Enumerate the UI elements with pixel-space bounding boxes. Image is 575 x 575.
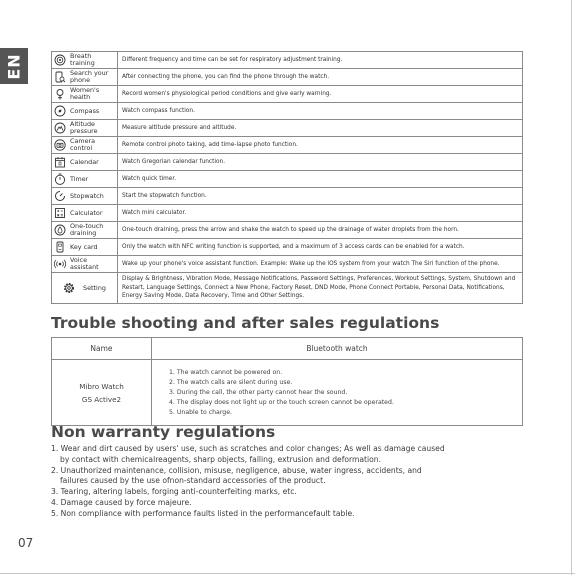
feature-row — [52, 205, 523, 222]
feature-cell — [52, 137, 118, 154]
product-name-line: Mibro Watch — [79, 381, 124, 391]
feature-description: One-touch draining, press the arrow and shake the watch to speed up the drainage of water droplets from the horn. — [118, 222, 523, 239]
issue-item: 1. The watch cannot be powered on. — [169, 368, 283, 376]
feature-name: Compass — [70, 106, 100, 115]
calendar-icon — [54, 156, 66, 168]
female-icon — [54, 88, 66, 100]
water-drain-icon — [54, 224, 66, 236]
non-warranty-item: 2. Unauthorized maintenance, collision, misuse, negligence, abuse, water ingress, accidents, and — [51, 465, 422, 475]
column-header-name: Name — [52, 338, 152, 360]
feature-name: Breath training — [70, 52, 95, 67]
feature-row — [52, 69, 523, 86]
non-warranty-item: 3. Tearing, altering labels, forging anti-counterfeiting marks, etc. — [51, 487, 297, 497]
feature-name: One-touch draining — [70, 222, 104, 237]
feature-row — [52, 256, 523, 273]
feature-description: Watch quick timer. — [118, 171, 523, 188]
feature-row — [52, 137, 523, 154]
trouble-body-row — [52, 360, 523, 426]
trouble-heading: Trouble shooting and after sales regulations — [51, 314, 440, 332]
feature-cell — [52, 103, 118, 120]
non-warranty-item-continuation: failures caused by the use ofnon-standard accessories of the product. — [60, 476, 326, 486]
issue-item: 3. During the call, the other party cannot hear the sound. — [169, 388, 348, 396]
feature-cell — [52, 222, 118, 239]
language-tab — [0, 48, 28, 84]
non-warranty-item: 4. Damage caused by force majeure. — [51, 497, 192, 507]
feature-row — [52, 103, 523, 120]
feature-cell — [52, 256, 118, 273]
voice-assistant-icon — [54, 258, 66, 270]
feature-row — [52, 239, 523, 256]
issue-list-cell — [152, 360, 523, 426]
non-warranty-item: 5. Non compliance with performance faults listed in the performancefault table. — [51, 508, 355, 518]
feature-row — [52, 188, 523, 205]
settings-icon — [63, 282, 75, 294]
feature-description: Remote control photo taking, add time-lapse photo function. — [118, 137, 523, 154]
feature-name: Camera control — [70, 137, 96, 152]
feature-table — [51, 51, 523, 304]
non-warranty-item-continuation: by contact with chemicalreagents, sharp objects, falling, extrusion and deformation. — [60, 454, 382, 464]
feature-description: Watch mini calculator. — [118, 205, 523, 222]
stopwatch-icon — [54, 190, 66, 202]
feature-cell — [52, 120, 118, 137]
non-warranty-item: 1. Wear and dirt caused by users' use, such as scratches and color changes; As well as damage caused — [51, 444, 445, 453]
feature-name: Setting — [83, 283, 106, 292]
breath-icon — [54, 54, 66, 66]
feature-description: After connecting the phone, you can find the phone through the watch. — [118, 69, 523, 86]
feature-cell — [52, 154, 118, 171]
feature-cell — [52, 171, 118, 188]
feature-description: Watch Gregorian calendar function. — [118, 154, 523, 171]
calculator-icon — [54, 207, 66, 219]
feature-cell — [52, 273, 118, 304]
compass-icon — [54, 105, 66, 117]
feature-description: Watch compass function. — [118, 103, 523, 120]
feature-name: Voice assistant — [70, 256, 99, 271]
product-model-line: GS Active2 — [81, 394, 122, 404]
page-edge-right — [571, 0, 572, 575]
feature-row — [52, 222, 523, 239]
feature-description: Only the watch with NFC writing function is supported, and a maximum of 3 access cards can be enabled for a watch. — [118, 239, 523, 256]
feature-row — [52, 171, 523, 188]
feature-name: Altitude pressure — [70, 120, 98, 135]
feature-description: Wake up your phone's voice assistant function. Example: Wake up the iOS system from your watch The Siri function of the phone. — [118, 256, 523, 273]
feature-cell — [52, 86, 118, 103]
issue-item: 5. Unable to charge. — [169, 408, 232, 416]
feature-row — [52, 52, 523, 69]
feature-name: Search your phone — [70, 69, 109, 84]
phone-search-icon — [54, 71, 66, 83]
page-number: 07 — [18, 536, 34, 550]
trouble-table — [51, 337, 523, 426]
feature-name: Key card — [70, 242, 98, 251]
feature-row — [52, 120, 523, 137]
camera-icon — [54, 139, 66, 151]
feature-description: Measure altitude pressure and altitude. — [118, 120, 523, 137]
key-card-icon — [54, 241, 66, 253]
column-header-model: Bluetooth watch — [152, 338, 523, 360]
feature-cell — [52, 69, 118, 86]
timer-icon — [54, 173, 66, 185]
feature-cell — [52, 239, 118, 256]
feature-row — [52, 154, 523, 171]
feature-row — [52, 273, 523, 304]
non-warranty-heading: Non warranty regulations — [51, 423, 276, 441]
feature-cell — [52, 188, 118, 205]
feature-name: Women's health — [70, 86, 100, 101]
feature-cell — [52, 205, 118, 222]
feature-row — [52, 86, 523, 103]
feature-name: Stopwatch — [70, 191, 104, 200]
trouble-header-row — [52, 338, 523, 360]
issue-item: 4. The display does not light up or the touch screen cannot be operated. — [169, 398, 394, 406]
product-name-cell — [52, 360, 152, 426]
language-tab-label: EN — [4, 52, 24, 80]
feature-description: Different frequency and time can be set for respiratory adjustment training. — [118, 52, 523, 69]
page-edge-bottom — [0, 573, 575, 574]
feature-name: Calculator — [70, 208, 103, 217]
feature-description: Start the stopwatch function. — [118, 188, 523, 205]
issue-item: 2. The watch calls are silent during use. — [169, 378, 293, 386]
non-warranty-list — [51, 444, 521, 520]
feature-name: Calendar — [70, 157, 99, 166]
altitude-icon — [54, 122, 66, 134]
feature-description: Display & Brightness, Vibration Mode, Message Notifications, Password Settings, Preferences, Workout Settings, System, Shutdown and Restart, Language Settings, Connect a New Phone, Factory Reset, DND Mode, Phone Connect Portable, Personal Data, Notifications, Energy Saving Mode, Data Recovery, Time and Other Settings. — [118, 273, 523, 304]
feature-description: Record women's physiological period conditions and give early warning. — [118, 86, 523, 103]
feature-name: Timer — [70, 174, 89, 183]
feature-cell — [52, 52, 118, 69]
